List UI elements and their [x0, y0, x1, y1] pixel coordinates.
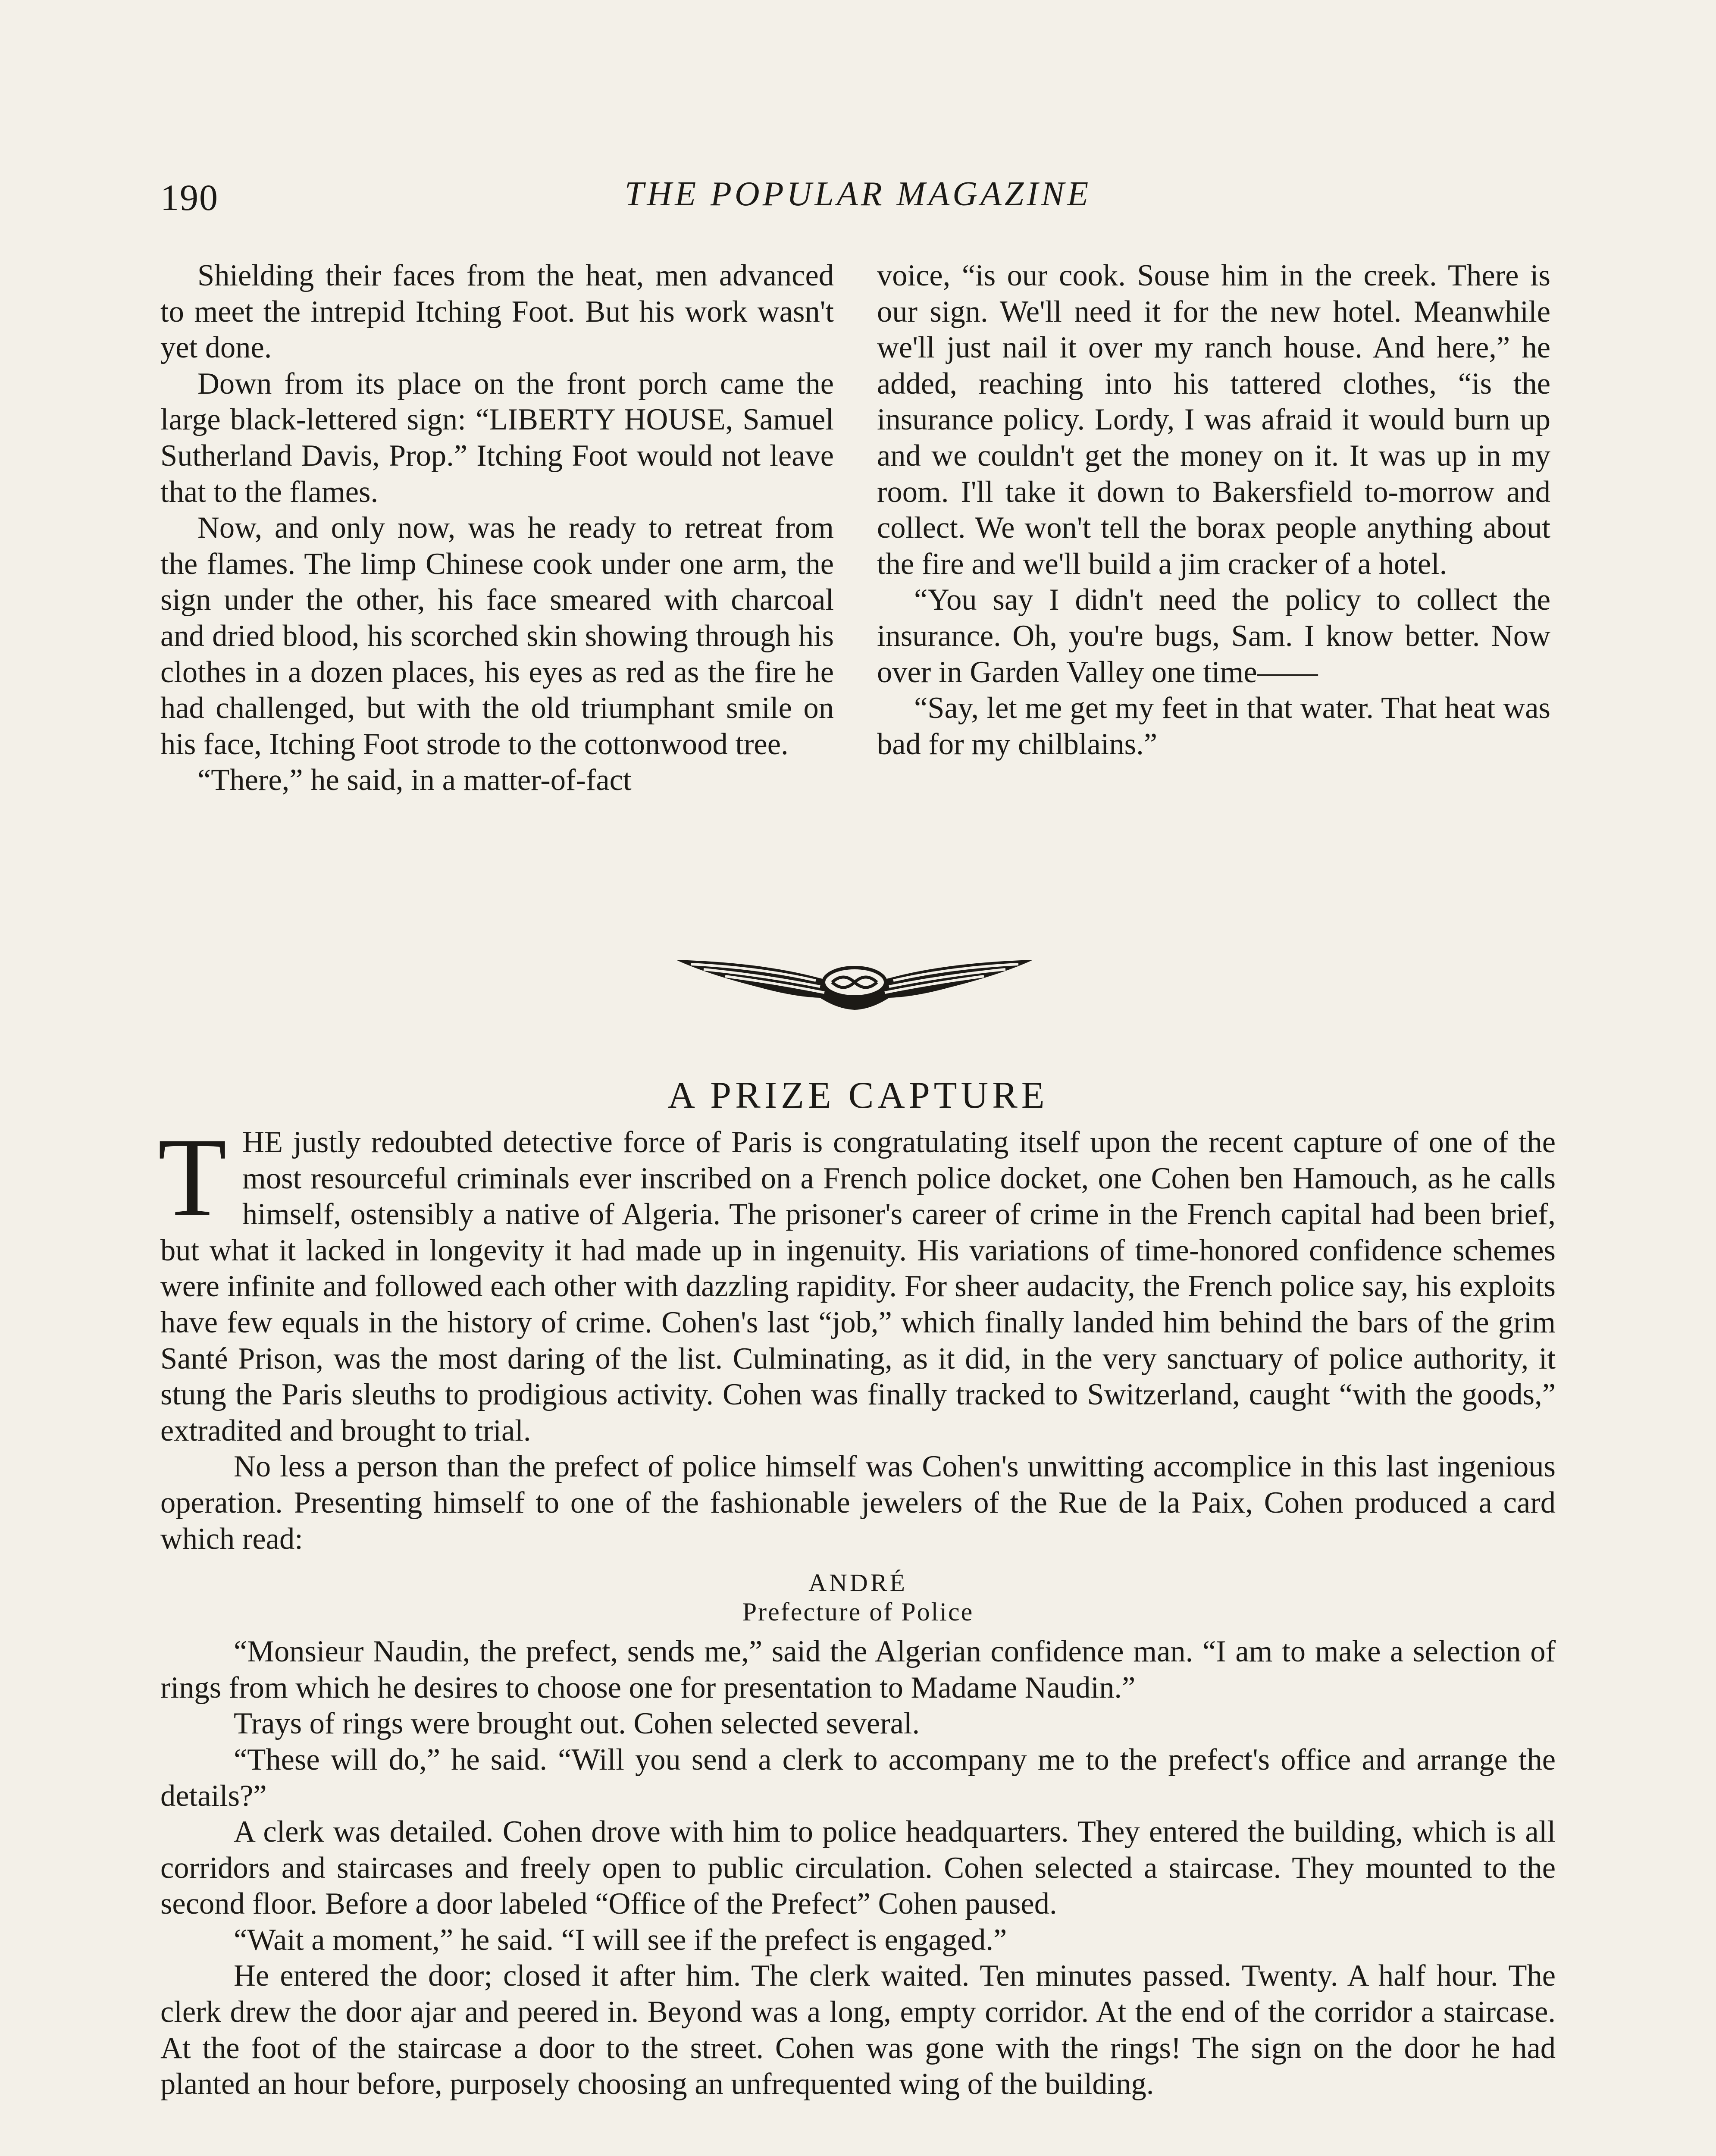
article-paragraph: He entered the door; closed it after him. The clerk waited. Ten minutes passed. Twenty. A half hour. The clerk drew the door ajar and peered in. Beyond was a long, empty corridor. At the end of the corridor a staircase. At the foot of the staircase a door to the street. Cohen was gone with the rings! The sign on the door he had planted an hour before, purposely choosing an unfrequented wing of the building. [160, 1959, 1556, 2101]
article-title: A PRIZE CAPTURE [667, 1075, 1049, 1116]
calling-card [160, 1568, 1556, 1626]
story-paragraph: “You say I didn't need the policy to collect the insurance. Oh, you're bugs, Sam. I know better. Now over in Garden Valley one time—— [877, 583, 1550, 689]
running-head: THE POPULAR MAGAZINE [624, 175, 1092, 213]
winged-ornament-icon [673, 952, 1036, 1012]
card-name: ANDRÉ [808, 1569, 908, 1597]
article-paragraph: Trays of rings were brought out. Cohen selected several. [234, 1707, 920, 1741]
drop-cap: T [158, 1115, 227, 1240]
article-first-paragraph [158, 1115, 1556, 1449]
story-paragraph: voice, “is our cook. Souse him in the creek. There is our sign. We'll need it for the new hotel. Meanwhile we'll just nail it over my ranch house. And here,” he added, reaching into his tattered clothes, “is the insurance policy. Lordy, I was afraid it would burn up and we couldn't get the money on it. It was up in my room. I'll take it down to Bakersfield to-morrow and collect. We won't tell the borax people anything about the fire and we'll build a jim cracker of a hotel. [877, 259, 1550, 581]
article-paragraph: “Monsieur Naudin, the prefect, sends me,” said the Algerian confidence man. “I am to make a selection of rings from which he desires to choose one for presentation to Madame Naudin.” [160, 1635, 1556, 1705]
article-paragraph: A clerk was detailed. Cohen drove with him to police headquarters. They entered the building, which is all corridors and staircases and freely open to public circulation. Cohen selected a staircase. They mounted to the second floor. Before a door labeled “Office of the Prefect” Cohen paused. [160, 1815, 1556, 1921]
article-paragraph: No less a person than the prefect of police himself was Cohen's unwitting accomplice in this last ingenious operation. Presenting himself to one of the fashionable jewelers of the Rue de la Paix, Cohen produced a card which read: [160, 1450, 1556, 1556]
page-number: 190 [160, 177, 219, 218]
story-paragraph: “There,” he said, in a matter-of-fact [197, 763, 632, 797]
left-column [160, 258, 834, 799]
article-paragraph: “Wait a moment,” he said. “I will see if the prefect is engaged.” [234, 1923, 1007, 1957]
story-paragraph: Now, and only now, was he ready to retreat from the flames. The limp Chinese cook under one arm, the sign under the other, his face smeared with charcoal and dried blood, his scorched skin showing through his clothes in a dozen places, his eyes as red as the fire he had challenged, but with the old triumphant smile on his face, Itching Foot strode to the cottonwood tree. [160, 511, 834, 761]
article-paragraph: “These will do,” he said. “Will you send a clerk to accompany me to the prefect's office and arrange the details?” [160, 1742, 1556, 1813]
article-body [158, 1115, 1556, 2103]
story-paragraph: Shielding their faces from the heat, men advanced to meet the intrepid Itching Foot. But his work wasn't yet done. [160, 259, 834, 365]
right-column [877, 258, 1550, 762]
story-paragraph: Down from its place on the front porch came the large black-lettered sign: “LIBERTY HOUSE, Samuel Sutherland Davis, Prop.” Itching Foot would not leave that to the flames. [160, 367, 834, 509]
story-paragraph: “Say, let me get my feet in that water. That heat was bad for my chilblains.” [877, 691, 1550, 761]
first-paragraph-text: HE justly redoubted detective force of Paris is congratulating itself upon the recent capture of one of the most resourceful criminals ever inscribed on a French police docket, one Cohen ben Hamouch, as he calls himself, ostensibly a native of Algeria. The prisoner's career of crime in the French capital had been brief, but what it lacked in longevity it had made up in ingenuity. His variations of time-honored confidence schemes were infinite and followed each other with dazzling rapidity. For sheer audacity, the French police say, his exploits have few equals in the history of crime. Cohen's last “job,” which finally landed him behind the bars of the grim Santé Prison, was the most daring of the list. Culminating, as it did, in the very sanctuary of police authority, it stung the Paris sleuths to prodigious activity. Cohen was finally tracked to Switzerland, caught “with the goods,” extradited and brought to trial. [160, 1125, 1556, 1448]
card-title: Prefecture of Police [742, 1598, 974, 1626]
